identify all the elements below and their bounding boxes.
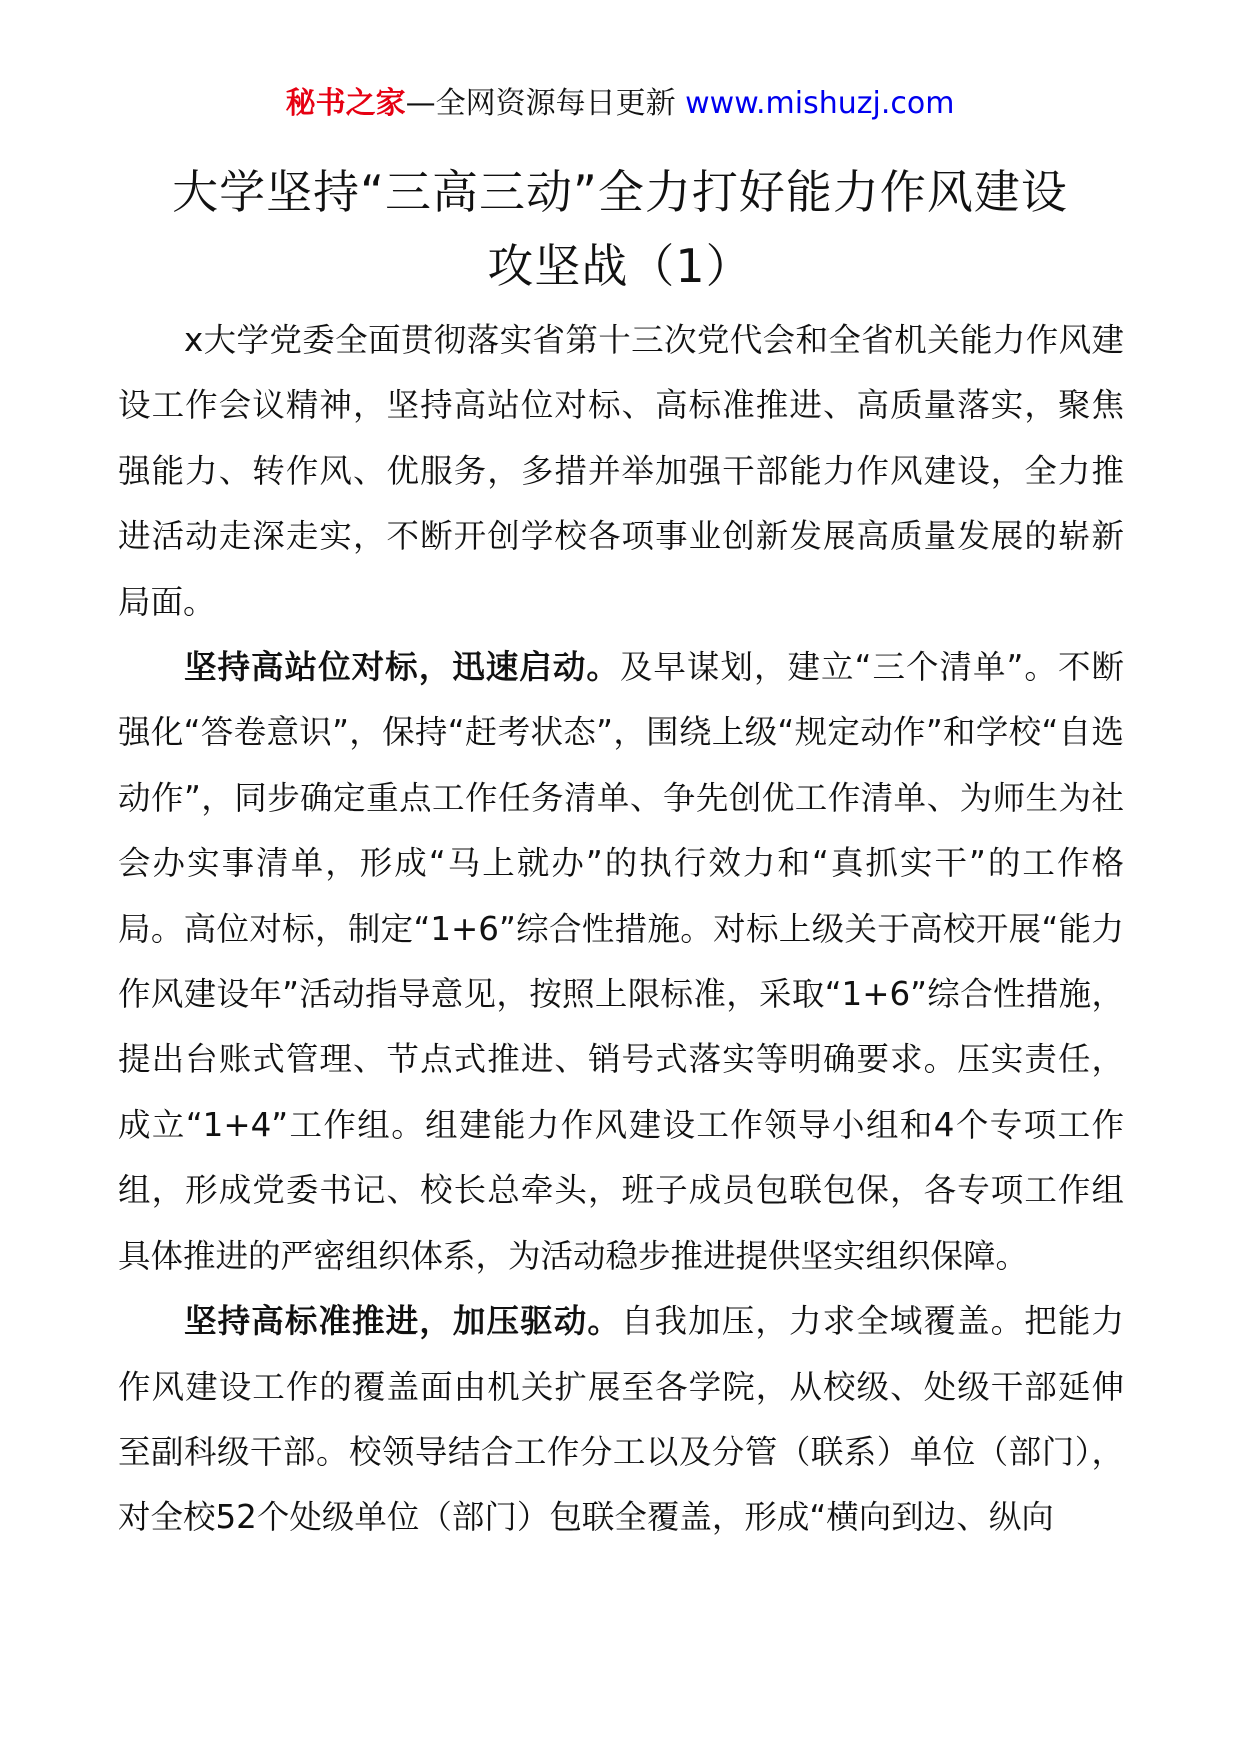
site-url-link[interactable]: www.mishuzj.com [685,86,955,121]
paragraph-text: 及早谋划，建立“三个清单”。不断强化“答卷意识”，保持“赶考状态”，围绕上级“规定动作”和学校“自选动作”，同步确定重点工作任务清单、争先创优工作清单、为师生为社会办实事清单，形成“马上就办”的执行效力和“真抓实干”的工作格局。高位对标，制定“1+6”综合性措施。对标上级关于高校开展“能力作风建设年”活动指导意见，按照上限标准，采取“1+6”综合性措施，提出台账式管理、节点式推进、销号式落实等明确要求。压实责任，成立“1+4”工作组。组建能力作风建设工作领导小组和4个专项工作组，形成党委书记、校长总牵头，班子成员包联包保，各专项工作组具体推进的严密组织体系，为活动稳步推进提供坚实组织保障。 [118,648,1124,1275]
site-brand: 秘书之家 [285,86,406,121]
paragraph-section-1 [118,635,1124,1289]
site-header [0,84,1240,124]
paragraph-section-2 [118,1289,1124,1551]
document-title [0,155,1240,303]
title-line-2: 攻坚战（1） [487,239,753,293]
paragraph-heading: 坚持高标准推进，加压驱动。 [184,1302,621,1341]
paragraph-heading: 坚持高站位对标，迅速启动。 [184,648,620,687]
paragraph-text: 自我加压，力求全域覆盖。把能力作风建设工作的覆盖面由机关扩展至各学院，从校级、处级干部延伸至副科级干部。校领导结合工作分工以及分管（联系）单位（部门），对全校52个处级单位（部门）包联全覆盖，形成“横向到边、纵向 [118,1302,1124,1537]
document-body [118,308,1124,1551]
paragraph-text: x大学党委全面贯彻落实省第十三次党代会和全省机关能力作风建设工作会议精神，坚持高站位对标、高标准推进、高质量落实，聚焦强能力、转作风、优服务，多措并举加强干部能力作风建设，全力推进活动走深走实，不断开创学校各项事业创新发展高质量发展的崭新局面。 [118,321,1124,621]
paragraph-intro [118,308,1124,635]
site-tagline: —全网资源每日更新 [405,86,676,121]
title-line-1: 大学坚持“三高三动”全力打好能力作风建设 [172,165,1068,219]
